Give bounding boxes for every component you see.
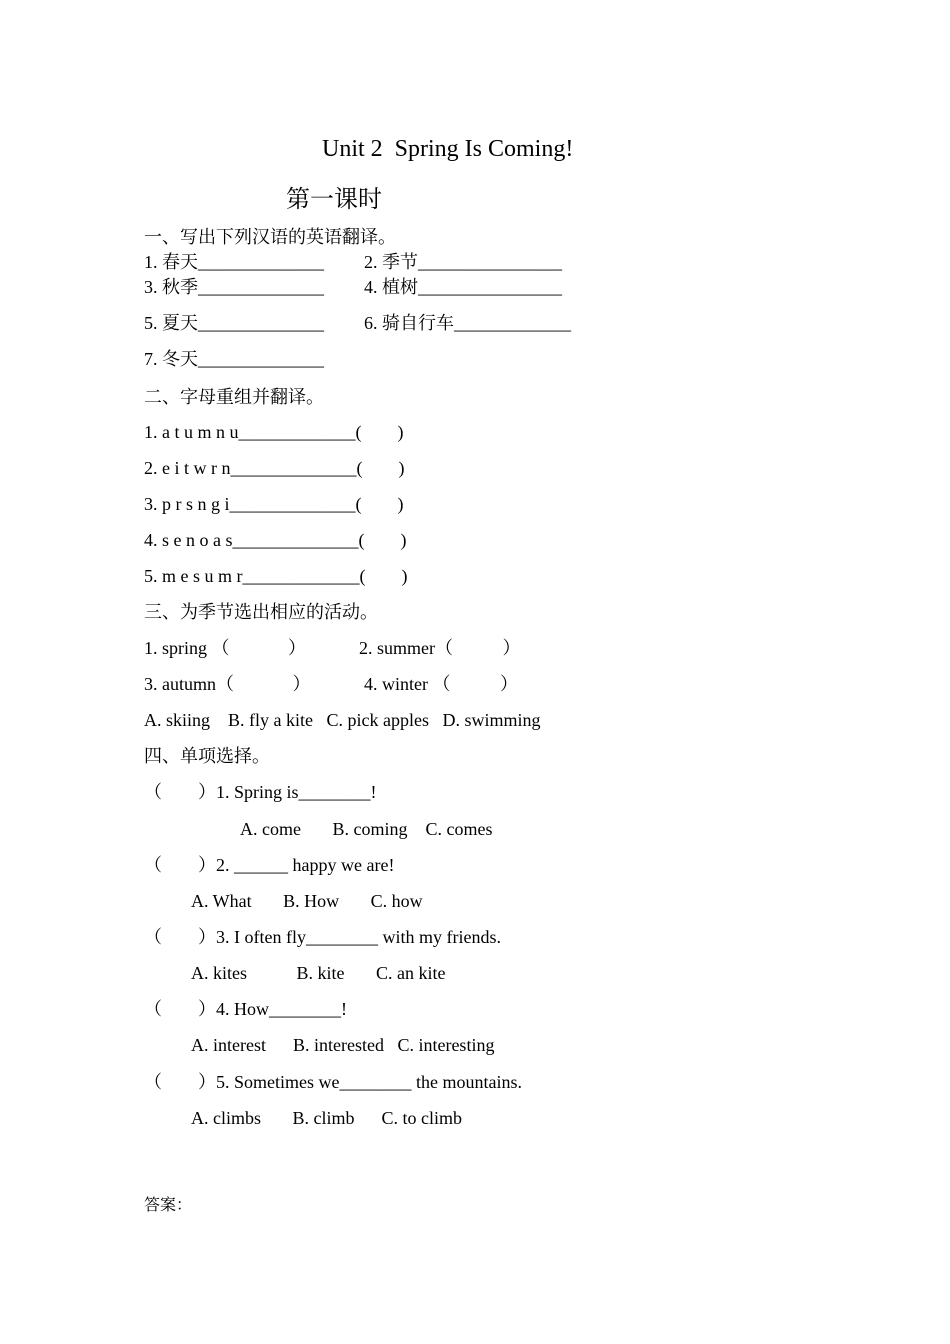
section3-item: 1. spring （ ） (144, 638, 306, 658)
section1-heading: 一、写出下列汉语的英语翻译。 (144, 227, 396, 247)
question-options: A. kites B. kite C. an kite (191, 963, 446, 983)
section2-item: 4. s e n o a s______________( ) (144, 530, 407, 550)
section2-item: 5. m e s u m r_____________( ) (144, 566, 408, 586)
section3-item: 2. summer（ ） (359, 638, 521, 658)
question-options: A. climbs B. climb C. to climb (191, 1108, 462, 1128)
section2-item: 1. a t u m n u_____________( ) (144, 422, 404, 442)
question-options: A. What B. How C. how (191, 891, 423, 911)
question-stem: （ ）1. Spring is________! (144, 782, 377, 802)
question-stem: （ ）3. I often fly________ with my friends. (144, 927, 501, 947)
question-options: A. come B. coming C. comes (240, 819, 493, 839)
section4-heading: 四、单项选择。 (144, 746, 270, 766)
section1-item: 5. 夏天______________ (144, 313, 324, 333)
lesson-subtitle: 第一课时 (286, 187, 382, 213)
question-stem: （ ）5. Sometimes we________ the mountains. (144, 1072, 522, 1092)
question-options: A. interest B. interested C. interesting (191, 1035, 495, 1055)
section2-item: 3. p r s n g i______________( ) (144, 494, 404, 514)
section3-heading: 三、为季节选出相应的活动。 (144, 602, 378, 622)
section1-item: 1. 春天______________ (144, 252, 324, 272)
question-stem: （ ）2. ______ happy we are! (144, 855, 395, 875)
section3-item: 3. autumn（ ） (144, 674, 311, 694)
answer-label: 答案： (144, 1197, 193, 1214)
section1-item: 7. 冬天______________ (144, 349, 324, 369)
question-stem: （ ）4. How________! (144, 999, 347, 1019)
section3-options: A. skiing B. fly a kite C. pick apples D. swimming (144, 710, 541, 730)
section1-item: 6. 骑自行车_____________ (364, 313, 571, 333)
section2-heading: 二、字母重组并翻译。 (144, 387, 324, 407)
section1-item: 3. 秋季______________ (144, 277, 324, 297)
section2-item: 2. e i t w r n______________( ) (144, 458, 405, 478)
section1-item: 4. 植树________________ (364, 277, 562, 297)
section3-item: 4. winter （ ） (364, 674, 518, 694)
section1-item: 2. 季节________________ (364, 252, 562, 272)
page-title: Unit 2 Spring Is Coming! (322, 136, 574, 162)
